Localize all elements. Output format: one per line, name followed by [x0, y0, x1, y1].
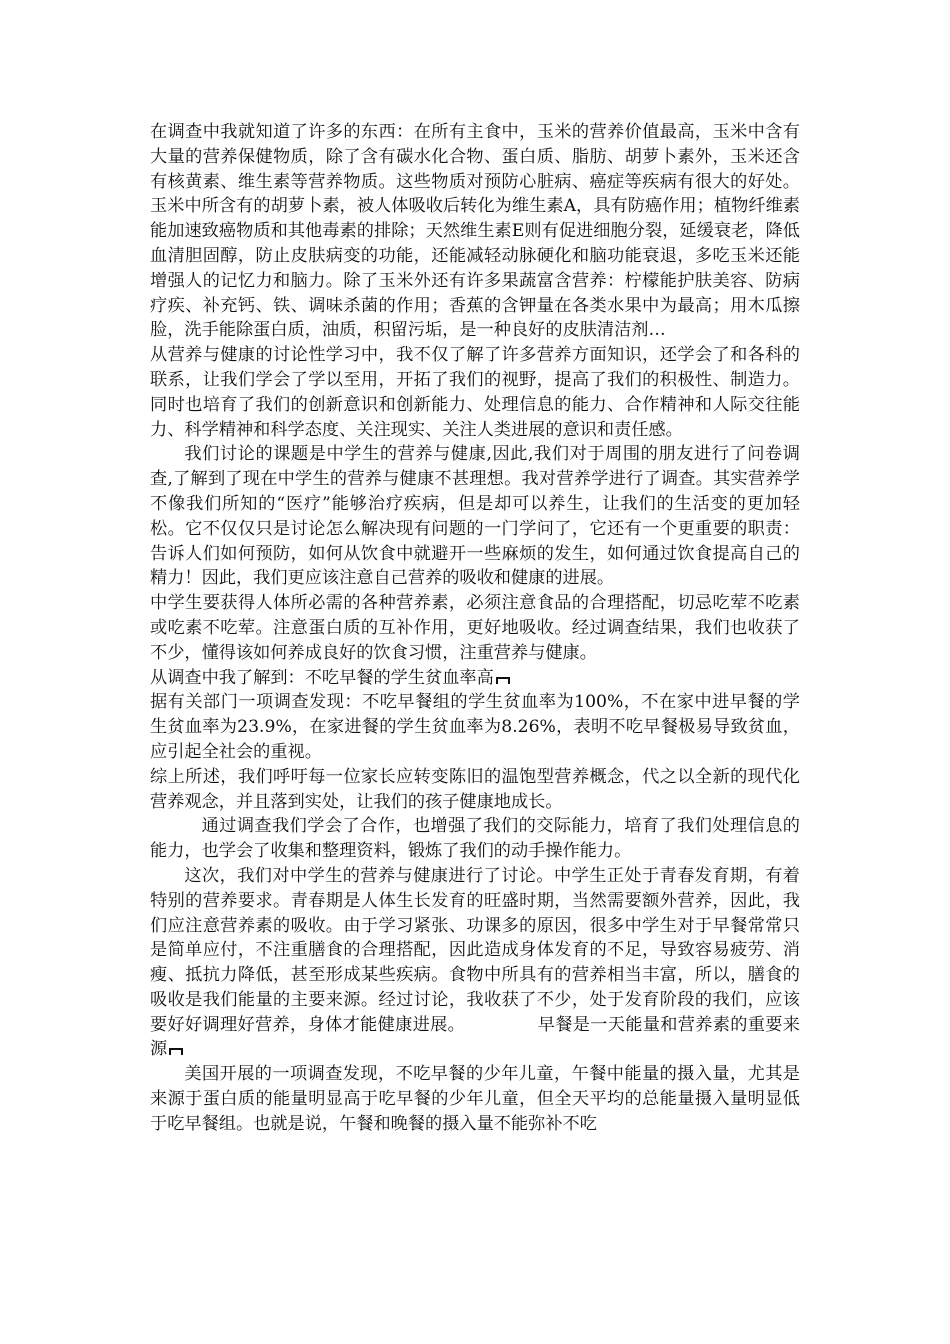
document-page — [150, 120, 800, 1137]
paragraph-learning-gains: 从营养与健康的讨论性学习中，我不仅了解了许多营养方面知识，还学会了和各科的联系，让我们学会了学以至用，开拓了我们的视野，提高了我们的积极性、制造力。同时也培育了我们的创新意识和创新能力、处理信息的能力、合作精神和人际交往能力、科学精神和科学态度、关注现实、关注人类进展的意识和责任感。 — [150, 345, 800, 440]
paragraph-anemia-survey: 据有关部门一项调查发现：不吃早餐组的学生贫血率为100%，不在家中进早餐的学生贫血率为23.9%，在家进餐的学生贫血率为8.26%，表明不吃早餐极易导致贫血，应引起全社会的重视。 — [150, 692, 800, 762]
paragraph-research-topic: 我们讨论的课题是中学生的营养与健康,因此,我们对于周围的朋友进行了问卷调查,了解到了现在中学生的营养与健康不甚理想。我对营养学进行了调查。其实营养学不像我们所知的“医疗”能够治疗疾病，但是却可以养生，让我们的生活变的更加轻松。它不仅仅只是讨论怎么解决现有问题的一门学问了，它还有一个更重要的职责：告诉人们如何预防，如何从饮食中就避开一些麻烦的发生，如何通过饮食提高自己的精力！因此，我们更应该注意自己营养的吸收和健康的进展。 — [150, 444, 800, 589]
bracket-mark-icon — [496, 677, 510, 684]
paragraph-us-study: 美国开展的一项调查发现，不吃早餐的少年儿童，午餐中能量的摄入量，尤其是来源于蛋白质的能量明显高于吃早餐的少年儿童，但全天平均的总能量摄入量明显低于吃早餐组。也就是说，午餐和晚餐的摄入量不能弥补不吃 — [150, 1064, 800, 1134]
paragraph-adolescent-nutrition — [150, 864, 800, 1062]
adolescent-nutrition-text: 这次，我们对中学生的营养与健康进行了讨论。中学生正处于青春发育期，有着特别的营养要求。青春期是人体生长发育的旺盛时期，当然需要额外营养，因此，我们应注意营养素的吸收。由于学习紧张、功课多的原因，很多中学生对于早餐常常只是简单应付，不注重膳食的合理搭配，因此造成身体发育的不足，导致容易疲劳、消瘦、抵抗力降低，甚至形成某些疾病。食物中所具有的营养相当丰富，所以，膳食的吸收是我们能量的主要来源。经过讨论，我收获了不少，处于发育阶段的我们，应该要好好调理好营养，身体才能健康进展。 — [150, 865, 800, 1035]
breakfast-energy-heading: 早餐是一天能量和营养素的重要来源 — [150, 1014, 800, 1060]
breakfast-anemia-heading: 从调查中我了解到：不吃早餐的学生贫血率高 — [150, 667, 494, 688]
paragraph-breakfast-heading — [150, 666, 800, 691]
paragraph-conclusion: 综上所述，我们呼吁每一位家长应转变陈旧的温饱型营养概念，代之以全新的现代化营养观念，并且落到实处，让我们的孩子健康地成长。 — [150, 766, 800, 812]
paragraph-cooperation: 通过调查我们学会了合作，也增强了我们的交际能力，培育了我们处理信息的能力，也学会了收集和整理资料，锻炼了我们的动手操作能力。 — [150, 816, 800, 862]
paragraph-corn-nutrition: 在调查中我就知道了许多的东西：在所有主食中，玉米的营养价值最高，玉米中含有大量的营养保健物质，除了含有碳水化合物、蛋白质、脂肪、胡萝卜素外，玉米还含有核黄素、维生素等营养物质。这些物质对预防心脏病、癌症等疾病有很大的好处。玉米中所含有的胡萝卜素，被人体吸收后转化为维生素A，具有防癌作用；植物纤维素能加速致癌物质和其他毒素的排除；天然维生素E则有促进细胞分裂，延缓衰老，降低血清胆固醇，防止皮肤病变的功能，还能减轻动脉硬化和脑功能衰退，多吃玉米还能增强人的记忆力和脑力。除了玉米外还有许多果蔬富含营养：柠檬能护肤美容、防病疗疾、补充钙、铁、调味杀菌的作用；香蕉的含钾量在各类水果中为最高；用木瓜擦脸，洗手能除蛋白质，油质，积留污垢，是一种良好的皮肤清洁剂… — [150, 122, 800, 341]
paragraph-balanced-diet: 中学生要获得人体所必需的各种营养素，必须注意食品的合理搭配，切忌吃荤不吃素或吃素不吃荤。注意蛋白质的互补作用，更好地吸收。经过调查结果，我们也收获了不少，懂得该如何养成良好的饮食习惯，注重营养与健康。 — [150, 593, 800, 663]
bracket-mark-icon — [169, 1048, 183, 1055]
